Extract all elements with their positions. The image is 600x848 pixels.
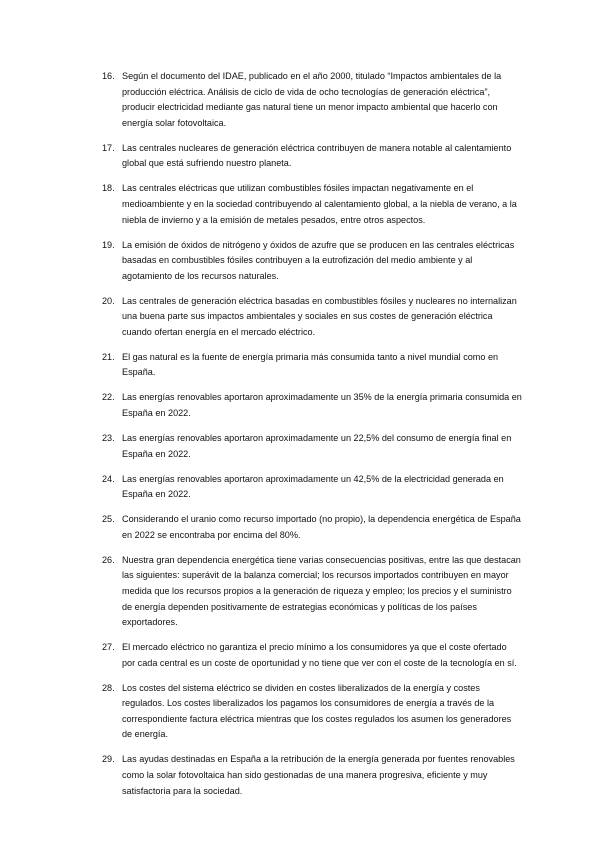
item-text: Las centrales nucleares de generación eléctrica contribuyen de manera notable al calentamiento global que está sufriendo nuestro planeta. [122, 142, 512, 169]
list-item [102, 431, 522, 462]
list-item [102, 181, 522, 228]
item-text: Considerando el uranio como recurso importado (no propio), la dependencia energética de España en 2022 se encontraba por encima del 80%. [122, 514, 521, 540]
item-number: 25. [102, 514, 115, 525]
list-item [102, 512, 522, 543]
list-item [102, 752, 522, 799]
item-number: 27. [102, 642, 115, 653]
list-item [102, 553, 522, 631]
item-text: Según el documento del IDAE, publicado en el año 2000, titulado “Impactos ambientales de la producción eléctrica. Análisis de ciclo de vida de ocho tecnologías de generación eléctrica”, producir electricidad mediante gas natural tiene un menor impacto ambiental que hacerlo con energía solar fotovoltaica. [122, 71, 502, 128]
item-text: La emisión de óxidos de nitrógeno y óxidos de azufre que se producen en las centrales eléctricas basadas en combustibles fósiles contribuyen a la eutrofización del medio ambiente y al agotamiento de los recursos naturales. [122, 239, 515, 281]
list-item [102, 141, 522, 172]
item-number: 20. [102, 295, 115, 306]
list-item [102, 472, 522, 503]
item-number: 24. [102, 473, 115, 484]
item-number: 21. [102, 351, 115, 362]
list-item [102, 294, 522, 341]
item-text: Las ayudas destinadas en España a la retribución de la energía generada por fuentes renovables como la solar fotovoltaica han sido gestionadas de una manera progresiva, eficiente y muy satisfactoria para la sociedad. [122, 754, 515, 796]
list-item [102, 640, 522, 671]
item-number: 29. [102, 754, 115, 765]
item-number: 18. [102, 183, 115, 194]
list-item [102, 681, 522, 743]
item-text: El gas natural es la fuente de energía primaria más consumida tanto a nivel mundial como en España. [122, 351, 499, 378]
item-number: 19. [102, 239, 115, 250]
list-item [102, 350, 522, 381]
list-item [102, 238, 522, 285]
statement-list [102, 69, 522, 809]
item-text: Nuestra gran dependencia energética tiene varias consecuencias positivas, entre las que destacan las siguientes: superávit de la balanza comercial; los recursos importados contribuyen en mayor medida que los recursos propios a la generación de riqueza y empleo; los precios y el suministro de energía dependen positivamente de estrategias económicas y políticas de los países exportadores. [122, 554, 521, 628]
item-number: 28. [102, 682, 115, 693]
list-item [102, 69, 522, 131]
item-text: Las energías renovables aportaron aproximadamente un 35% de la energía primaria consumida en España en 2022. [122, 392, 522, 419]
item-number: 26. [102, 554, 115, 565]
item-number: 17. [102, 142, 115, 153]
item-text: El mercado eléctrico no garantiza el precio mínimo a los consumidores ya que el coste ofertado por cada central es un coste de oportunidad y no tiene que ver con el coste de la tecnología en sí. [122, 642, 517, 668]
item-number: 16. [102, 71, 115, 81]
item-text: Las centrales de generación eléctrica basadas en combustibles fósiles y nucleares no internalizan una buena parte sus impactos ambientales y sociales en sus costes de generación eléctrica cuando ofertan energía en el mercado eléctrico. [122, 295, 517, 337]
list-item [102, 390, 522, 421]
item-text: Los costes del sistema eléctrico se dividen en costes liberalizados de la energía y costes regulados. Los costes liberalizados los pagamos los consumidores de energía a través de la correspondiente factura eléctrica mientras que los costes regulados los asumen los generadores de energía. [122, 682, 512, 740]
item-number: 23. [102, 433, 115, 444]
item-text: Las energías renovables aportaron aproximadamente un 42,5% de la electricidad generada en España en 2022. [122, 473, 504, 500]
item-number: 22. [102, 392, 115, 403]
item-text: Las centrales eléctricas que utilizan combustibles fósiles impactan negativamente en el medioambiente y en la sociedad contribuyendo al calentamiento global, a la niebla de verano, a la niebla de invierno y a la emisión de metales pesados, entre otros aspectos. [122, 183, 517, 225]
item-text: Las energías renovables aportaron aproximadamente un 22,5% del consumo de energía final en España en 2022. [122, 433, 512, 459]
